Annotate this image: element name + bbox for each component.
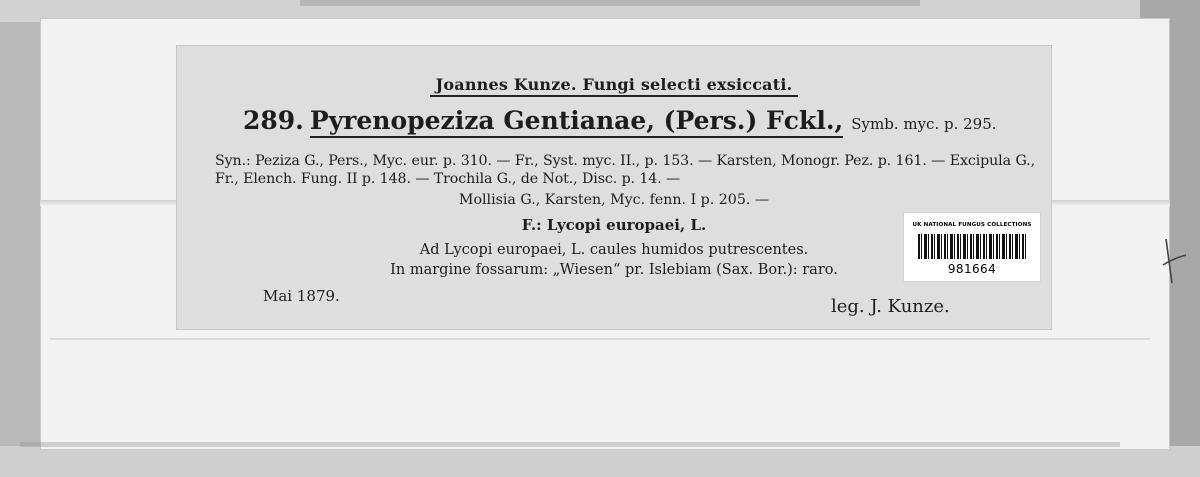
locality-line: In margine fossarum: „Wiesen“ pr. Islebiam (Sax. Bor.): raro.	[390, 262, 838, 278]
barcode-sticker	[903, 212, 1041, 282]
specimen-label	[176, 45, 1052, 330]
collection-date: Mai 1879.	[263, 287, 340, 305]
specimen-number: 289.	[243, 106, 304, 135]
background-ghost-label	[300, 0, 920, 6]
species-heading	[243, 106, 1043, 135]
pencil-mark-icon	[1162, 235, 1188, 287]
collector-line: leg. J. Kunze.	[831, 296, 950, 317]
packet-fold-line	[50, 338, 1150, 340]
barcode-title: UK NATIONAL FUNGUS COLLECTIONS	[912, 222, 1032, 228]
species-name: Pyrenopeziza Gentianae, (Pers.) Fckl.,	[310, 106, 843, 138]
synonymy-text: Syn.: Peziza G., Pers., Myc. eur. p. 310. — Fr., Syst. myc. II., p. 153. — Karsten, Monogr. Pez. p. 161. — Excipula G., Fr., Elench. Fung. II p. 148. — Trochila G., de Not., Disc. p. 14. —	[215, 153, 1035, 187]
series-title-text: Joannes Kunze. Fungi selecti exsiccati.	[430, 75, 799, 97]
species-reference: Symb. myc. p. 295.	[851, 115, 997, 133]
packet-lower-edge	[20, 442, 1120, 447]
forma-line: F.: Lycopi europaei, L.	[521, 216, 707, 234]
background-bottom-strip	[0, 446, 1200, 477]
barcode-number: 981664	[947, 262, 997, 276]
synonymy-text-end: Mollisia G., Karsten, Myc. fenn. I p. 205. —	[458, 192, 770, 208]
habitat-line: Ad Lycopi europaei, L. caules humidos putrescentes.	[419, 242, 809, 258]
series-title	[177, 75, 1051, 94]
barcode-bars	[918, 234, 1026, 259]
